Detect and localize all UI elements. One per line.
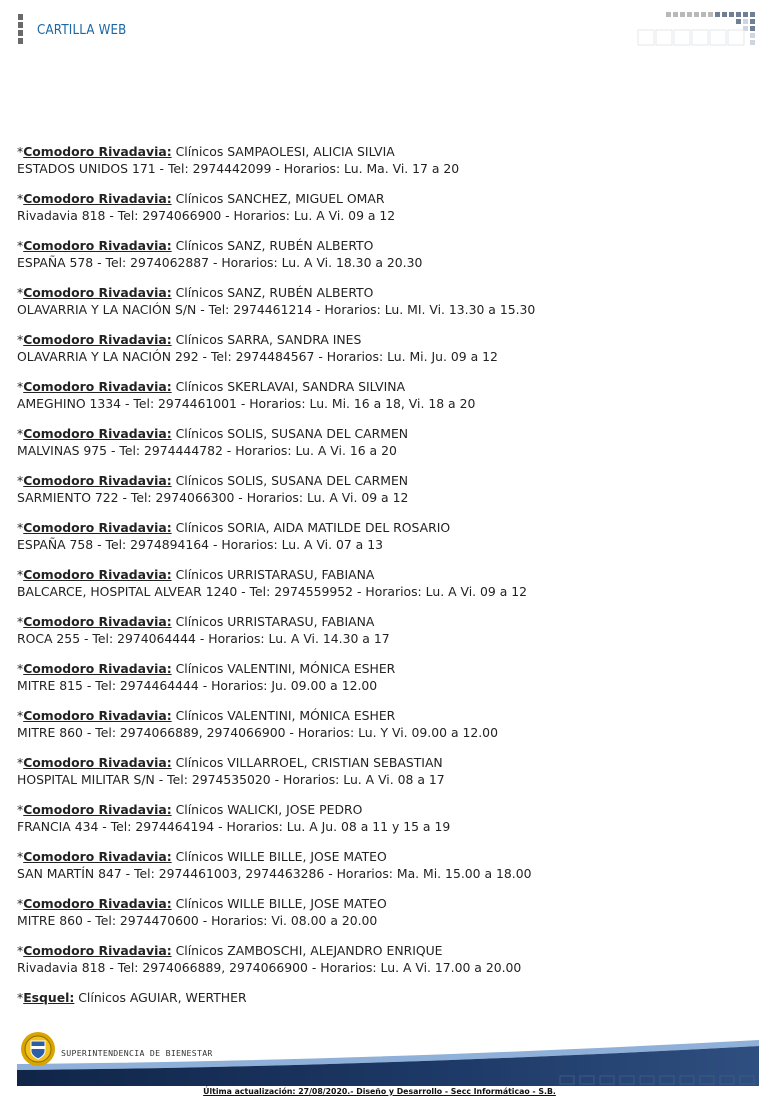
entry-provider: Clínicos SKERLAVAI, SANDRA SILVINA [171,379,406,394]
entry-prefix: * [17,990,24,1005]
header-bar-icon [18,14,23,46]
entry-provider: Clínicos SARRA, SANDRA INES [171,332,362,347]
entry-city: Esquel: [23,990,75,1005]
entry-title-line [17,754,747,771]
footer-update-note: Última actualización: 27/08/2020.- Diseño y Desarrollo - Secc Informáticao - S.B. [203,1087,556,1096]
entry-city: Comodoro Rivadavia: [23,849,172,864]
entry-detail: ESPAÑA 758 - Tel: 2974894164 - Horarios: Lu. A Vi. 07 a 13 [17,537,383,552]
listing-entry [17,331,747,365]
entry-title-line [17,237,747,254]
entry-city: Comodoro Rivadavia: [23,567,172,582]
entry-title-line [17,848,747,865]
entry-prefix: * [17,943,24,958]
entry-provider: Clínicos WILLE BILLE, JOSE MATEO [171,849,387,864]
entry-title-line [17,989,747,1006]
entry-city: Comodoro Rivadavia: [23,191,172,206]
entry-detail: HOSPITAL MILITAR S/N - Tel: 2974535020 - Horarios: Lu. A Vi. 08 a 17 [17,772,445,787]
listing-entry [17,895,747,929]
entry-detail: OLAVARRIA Y LA NACIÓN S/N - Tel: 2974461214 - Horarios: Lu. MI. Vi. 13.30 a 15.30 [17,302,536,317]
entry-provider: Clínicos SANCHEZ, MIGUEL OMAR [171,191,385,206]
entry-title-line [17,331,747,348]
entry-prefix: * [17,426,24,441]
entry-prefix: * [17,285,24,300]
entry-prefix: * [17,238,24,253]
listing-entry [17,707,747,741]
entry-title-line [17,895,747,912]
entry-title-line [17,519,747,536]
entry-detail: Rivadavia 818 - Tel: 2974066889, 2974066900 - Horarios: Lu. A Vi. 17.00 a 20.00 [17,960,522,975]
entry-detail: MITRE 860 - Tel: 2974470600 - Horarios: Vi. 08.00 a 20.00 [17,913,378,928]
entry-prefix: * [17,708,24,723]
entry-title-line [17,942,747,959]
entry-detail: MALVINAS 975 - Tel: 2974444782 - Horarios: Lu. A Vi. 16 a 20 [17,443,397,458]
page-footer [0,1028,759,1101]
entry-prefix: * [17,144,24,159]
entry-provider: Clínicos URRISTARASU, FABIANA [171,614,375,629]
listing-entry [17,519,747,553]
entry-prefix: * [17,802,24,817]
header-title: CARTILLA WEB [37,22,127,38]
entry-title-line [17,707,747,724]
listing-content [17,143,747,1019]
entry-provider: Clínicos WILLE BILLE, JOSE MATEO [171,896,387,911]
entry-provider: Clínicos SAMPAOLESI, ALICIA SILVIA [171,144,395,159]
entry-title-line [17,378,747,395]
entry-city: Comodoro Rivadavia: [23,426,172,441]
footer-organization-name: SUPERINTENDENCIA DE BIENESTAR [61,1048,213,1058]
entry-prefix: * [17,661,24,676]
entry-detail: ESTADOS UNIDOS 171 - Tel: 2974442099 - Horarios: Lu. Ma. Vi. 17 a 20 [17,161,460,176]
entry-prefix: * [17,614,24,629]
entry-city: Comodoro Rivadavia: [23,614,172,629]
entry-prefix: * [17,379,24,394]
entry-city: Comodoro Rivadavia: [23,238,172,253]
entry-detail: OLAVARRIA Y LA NACIÓN 292 - Tel: 2974484567 - Horarios: Lu. Mi. Ju. 09 a 12 [17,349,498,364]
entry-title-line [17,566,747,583]
entry-title-line [17,613,747,630]
entry-detail: AMEGHINO 1334 - Tel: 2974461001 - Horarios: Lu. Mi. 16 a 18, Vi. 18 a 20 [17,396,476,411]
entry-detail: MITRE 815 - Tel: 2974464444 - Horarios: Ju. 09.00 a 12.00 [17,678,378,693]
entry-title-line [17,190,747,207]
entry-city: Comodoro Rivadavia: [23,896,172,911]
entry-city: Comodoro Rivadavia: [23,332,172,347]
entry-detail: SAN MARTÍN 847 - Tel: 2974461003, 2974463286 - Horarios: Ma. Mi. 15.00 a 18.00 [17,866,532,881]
entry-detail: BALCARCE, HOSPITAL ALVEAR 1240 - Tel: 2974559952 - Horarios: Lu. A Vi. 09 a 12 [17,584,528,599]
entry-detail: ESPAÑA 578 - Tel: 2974062887 - Horarios: Lu. A Vi. 18.30 a 20.30 [17,255,423,270]
listing-entry [17,190,747,224]
entry-provider: Clínicos SANZ, RUBÉN ALBERTO [171,238,374,253]
entry-city: Comodoro Rivadavia: [23,473,172,488]
entry-provider: Clínicos SANZ, RUBÉN ALBERTO [171,285,374,300]
listing-entry [17,143,747,177]
entry-prefix: * [17,520,24,535]
entry-city: Comodoro Rivadavia: [23,379,172,394]
entry-detail: MITRE 860 - Tel: 2974066889, 2974066900 - Horarios: Lu. Y Vi. 09.00 a 12.00 [17,725,498,740]
listing-entry [17,989,747,1006]
listing-entry [17,425,747,459]
header-grid-decoration-icon [636,10,759,50]
entry-provider: Clínicos WALICKI, JOSE PEDRO [171,802,363,817]
entry-prefix: * [17,473,24,488]
entry-provider: Clínicos VILLARROEL, CRISTIAN SEBASTIAN [171,755,443,770]
entry-city: Comodoro Rivadavia: [23,802,172,817]
institution-seal-icon [20,1031,56,1067]
entry-detail: ROCA 255 - Tel: 2974064444 - Horarios: Lu. A Vi. 14.30 a 17 [17,631,390,646]
listing-entry [17,237,747,271]
listing-entry [17,801,747,835]
listing-entry [17,942,747,976]
entry-provider: Clínicos SOLIS, SUSANA DEL CARMEN [171,426,409,441]
entry-prefix: * [17,332,24,347]
listing-entry [17,378,747,412]
entry-city: Comodoro Rivadavia: [23,144,172,159]
entry-prefix: * [17,849,24,864]
entry-provider: Clínicos URRISTARASU, FABIANA [171,567,375,582]
entry-provider: Clínicos ZAMBOSCHI, ALEJANDRO ENRIQUE [171,943,443,958]
entry-city: Comodoro Rivadavia: [23,755,172,770]
page-header [0,0,759,50]
entry-provider: Clínicos VALENTINI, MÓNICA ESHER [171,661,396,676]
entry-title-line [17,660,747,677]
listing-entry [17,754,747,788]
entry-detail: FRANCIA 434 - Tel: 2974464194 - Horarios: Lu. A Ju. 08 a 11 y 15 a 19 [17,819,451,834]
entry-title-line [17,143,747,160]
entry-city: Comodoro Rivadavia: [23,285,172,300]
listing-entry [17,284,747,318]
entry-detail: Rivadavia 818 - Tel: 2974066900 - Horarios: Lu. A Vi. 09 a 12 [17,208,396,223]
entry-title-line [17,801,747,818]
entry-detail: SARMIENTO 722 - Tel: 2974066300 - Horarios: Lu. A Vi. 09 a 12 [17,490,409,505]
entry-title-line [17,472,747,489]
footer-banner-decoration-icon [0,1028,759,1088]
listing-entry [17,472,747,506]
entry-prefix: * [17,191,24,206]
entry-title-line [17,284,747,301]
listing-entry [17,566,747,600]
listing-entry [17,848,747,882]
entry-provider: Clínicos SOLIS, SUSANA DEL CARMEN [171,473,409,488]
entry-city: Comodoro Rivadavia: [23,943,172,958]
entry-provider: Clínicos VALENTINI, MÓNICA ESHER [171,708,396,723]
entry-prefix: * [17,896,24,911]
entry-prefix: * [17,567,24,582]
entry-city: Comodoro Rivadavia: [23,661,172,676]
entry-city: Comodoro Rivadavia: [23,520,172,535]
entry-prefix: * [17,755,24,770]
listing-entry [17,613,747,647]
listing-entry [17,660,747,694]
entry-title-line [17,425,747,442]
entry-provider: Clínicos AGUIAR, WERTHER [74,990,247,1005]
entry-provider: Clínicos SORIA, AIDA MATILDE DEL ROSARIO [171,520,451,535]
entry-city: Comodoro Rivadavia: [23,708,172,723]
